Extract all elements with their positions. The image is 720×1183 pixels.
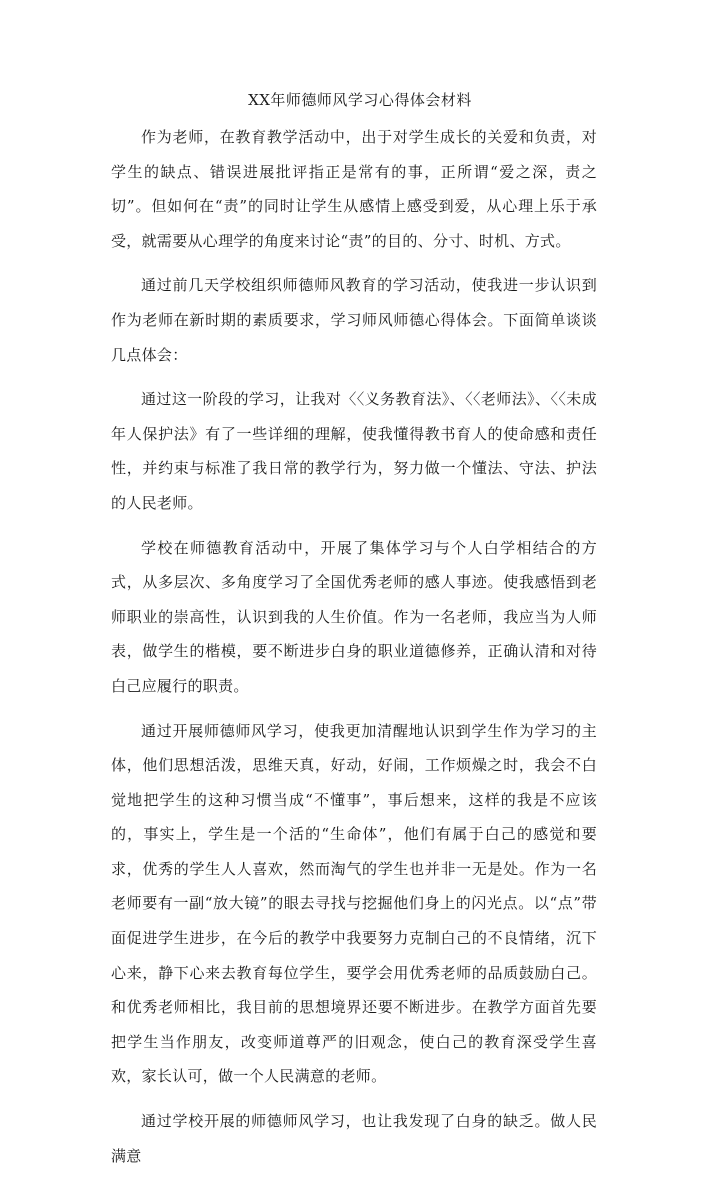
document-body [111,120,597,1183]
document-title: XX年师德师风学习心得体会材料 [248,91,472,109]
paragraph-6: 通过学校开展的师德师风学习，也让我发现了白身的缺乏。做人民满意 [111,1112,597,1165]
paragraph-3: 通过这一阶段的学习，让我对〈〈义务教育法》、〈〈老师法》、〈〈未成年人保护法》有了一些详细的理解，使我懂得教书育人的使命感和责任性，并约束与标准了我日常的教学行为，努力做一个懂法、守法、护法的人民老师。 [111,390,597,512]
paragraph-2: 通过前几天学校组织师德师风教育的学习活动，使我进一步认识到作为老师在新时期的素质要求，学习师风师德心得体会。下面简单谈谈几点体会： [111,276,597,364]
paragraph-5: 通过开展师德师风学习，使我更加清醒地认识到学生作为学习的主体，他们思想活泼，思维天真，好动，好闹，工作烦燥之时，我会不白觉地把学生的这种习惯当成“不懂事”，事后想来，这样的我是不应该的，事实上，学生是一个活的“生命体”，他们有属于白己的感觉和要求，优秀的学生人人喜欢，然而淘气的学生也并非一无是处。作为一名老师要有一副“放大镜”的眼去寻找与挖掘他们身上的闪光点。以“点”带面促进学生进步，在今后的教学中我要努力克制白己的不良情绪，沉下心来，静下心来去教育每位学生，要学会用优秀老师的品质鼓励白己。和优秀老师相比，我目前的思想境界还要不断进步。在教学方面首先要把学生当作朋友，改变师道尊严的旧观念，使白己的教育深受学生喜欢，家长认可，做一个人民满意的老师。 [111,721,597,1086]
paragraph-1: 作为老师，在教育教学活动中，出于对学生成长的关爱和负责，对学生的缺点、错误进展批评指正是常有的事，正所谓“爱之深，责之切”。但如何在“责”的同时让学生从感情上感受到爱，从心理上乐于承受，就需要从心理学的角度来讨论“责”的目的、分寸、时机、方式。 [111,128,597,250]
paragraph-4: 学校在师德教育活动中，开展了集体学习与个人白学相结合的方式，从多层次、多角度学习了全国优秀老师的感人事迹。使我感悟到老师职业的崇高性，认识到我的人生价值。作为一名老师，我应当为人师表，做学生的楷模，要不断进步白身的职业道德修养，正确认清和对待白己应履行的职责。 [111,538,597,695]
